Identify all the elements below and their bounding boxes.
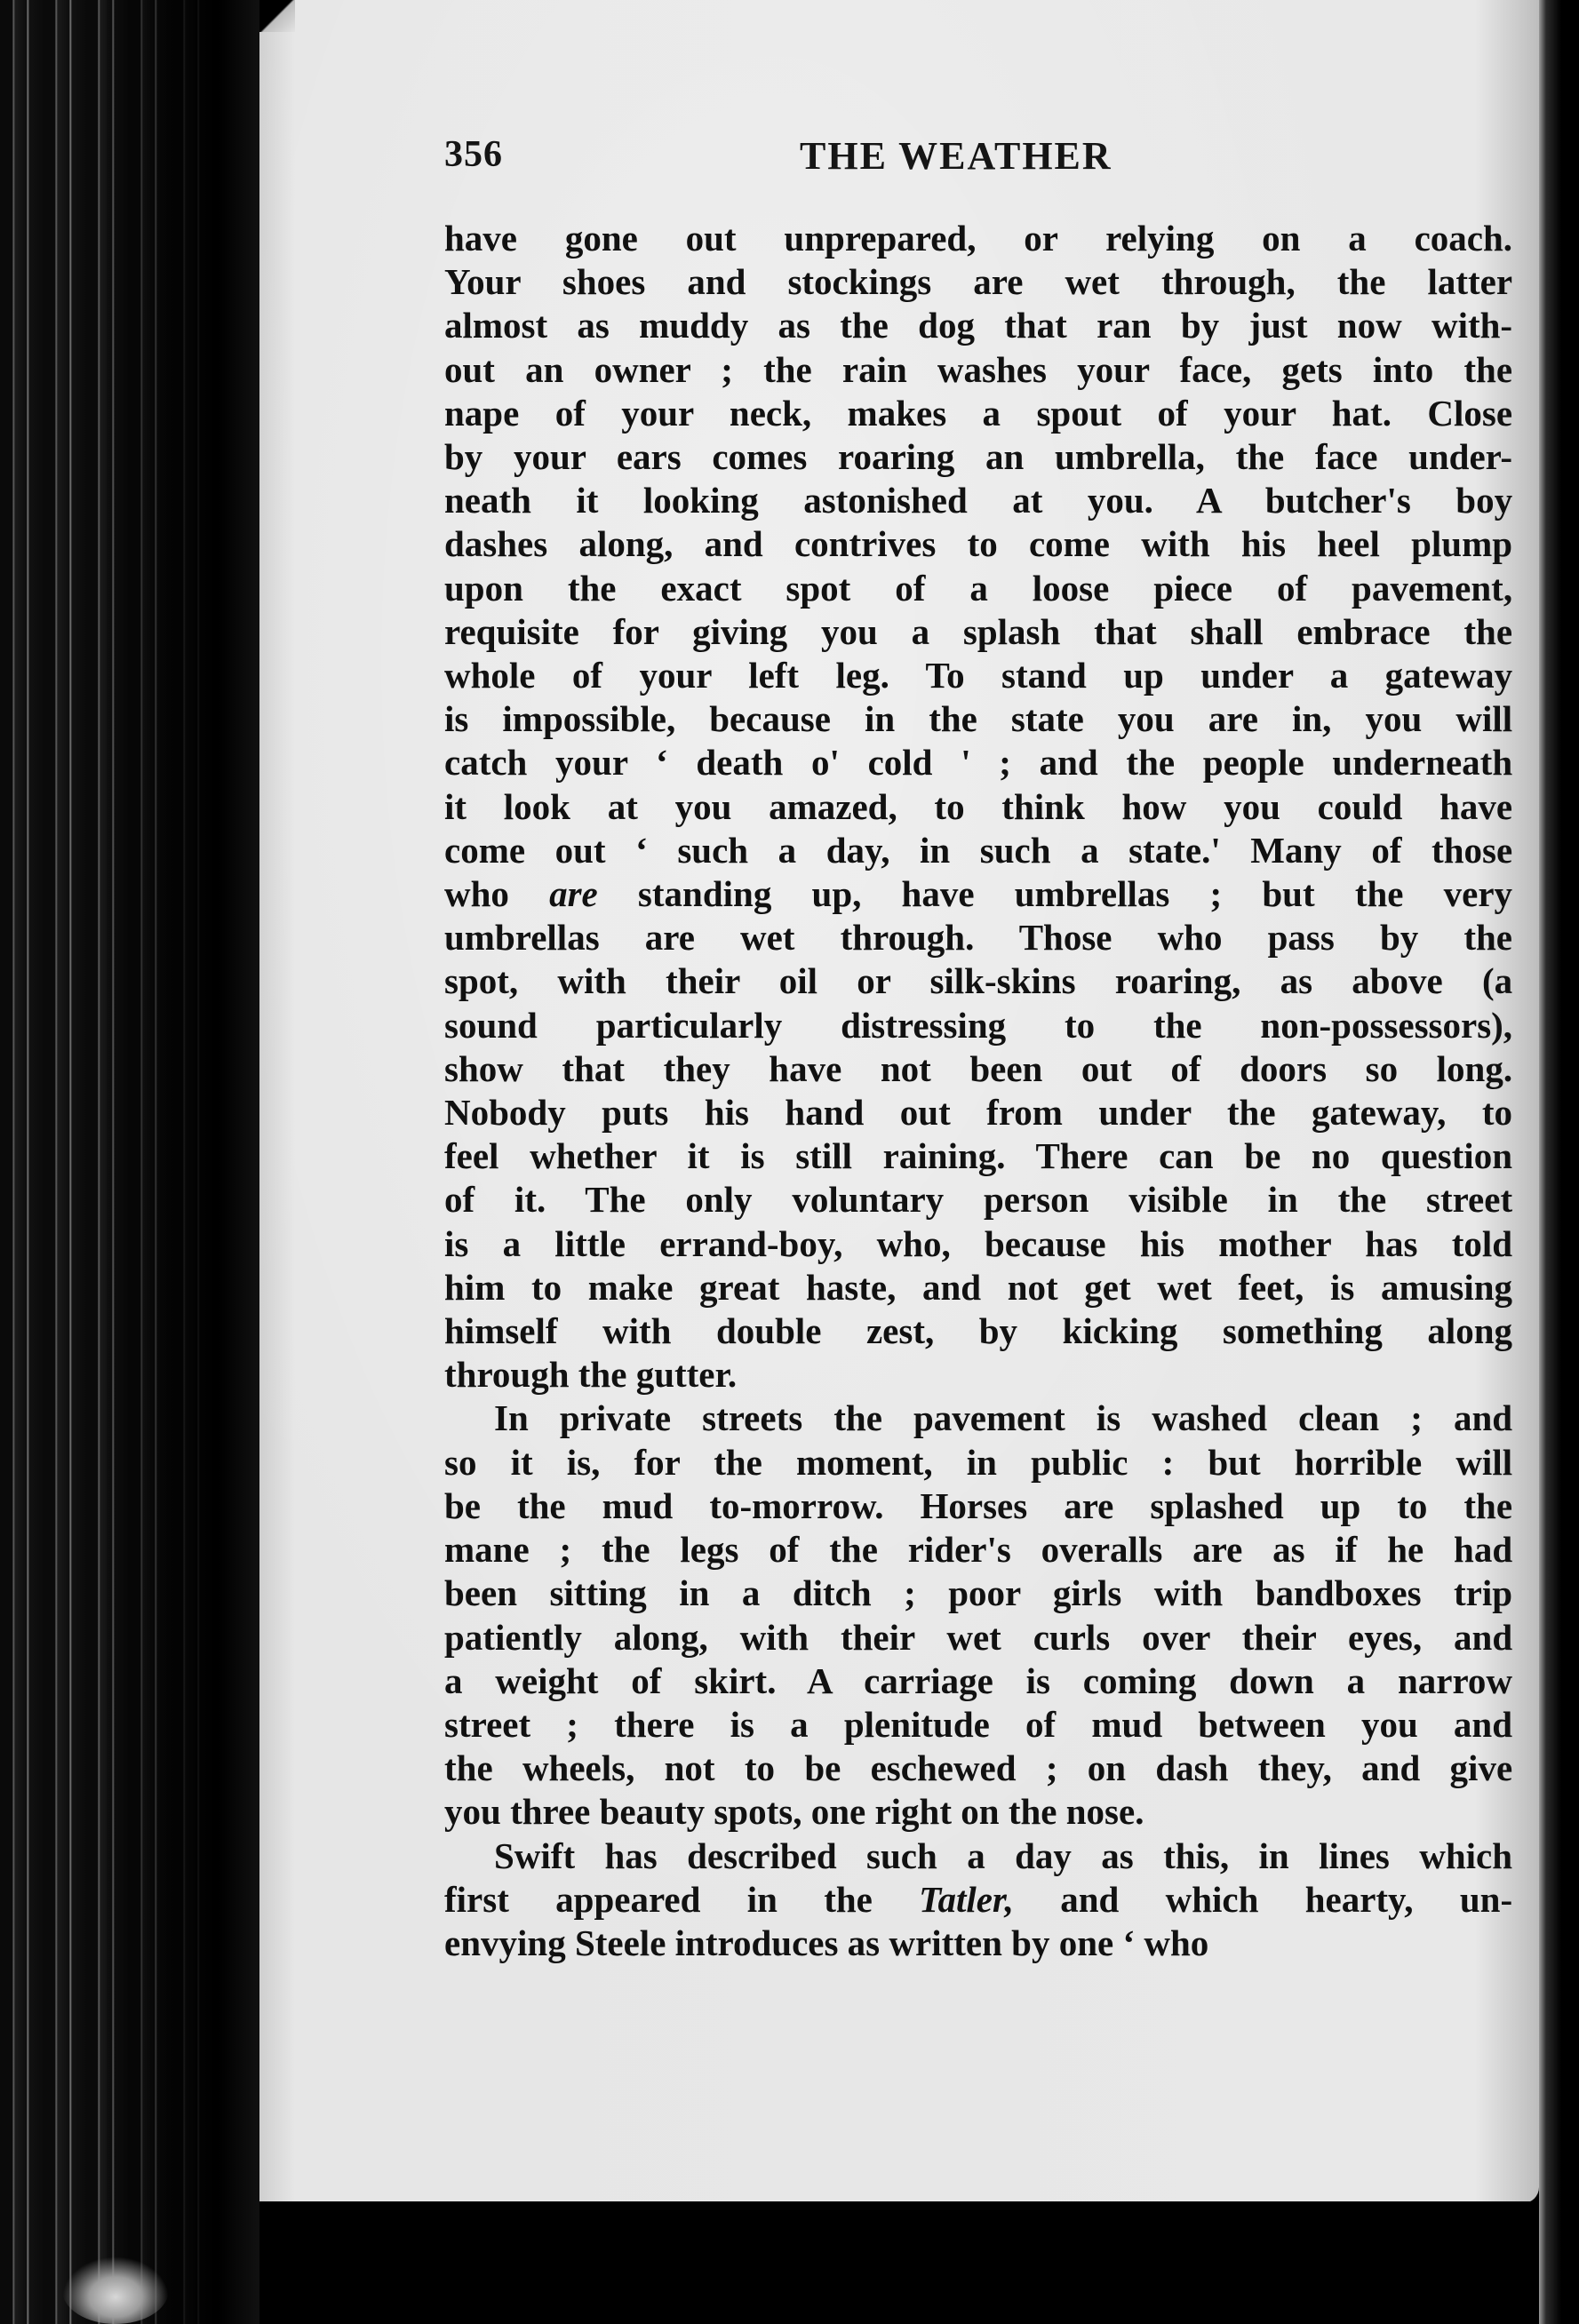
- text-line: neath it looking astonished at you. A butcher's boy: [444, 480, 1513, 521]
- text-line: Swift has described such a day as this, in lines which: [494, 1835, 1513, 1876]
- text-line: spot, with their oil or silk-skins roaring, as above (a: [444, 960, 1513, 1002]
- page-number: 356: [444, 134, 503, 175]
- running-title: THE WEATHER: [800, 134, 1112, 178]
- text-line: by your ears comes roaring an umbrella, the face under-: [444, 436, 1512, 478]
- text-line: catch your ‘ death o' cold ' ; and the people underneath: [444, 742, 1513, 784]
- text-line: of it. The only voluntary person visible in the street: [444, 1179, 1513, 1221]
- text-line: show that they have not been out of doors so long.: [444, 1047, 1513, 1089]
- text-line: umbrellas are wet through. Those who pass by the: [444, 917, 1512, 959]
- text-line: so it is, for the moment, in public : but horrible will: [444, 1441, 1513, 1483]
- text-line: sound particularly distressing to the non-possessors),: [444, 1004, 1513, 1046]
- text-line: have gone out unprepared, or relying on a coach.: [444, 218, 1513, 259]
- text-line: patiently along, with their wet curls over their eyes, and: [444, 1616, 1513, 1658]
- text-line: mane ; the legs of the rider's overalls are as if he had: [444, 1529, 1513, 1571]
- text-line: In private streets the pavement is washed clean ; and: [494, 1397, 1513, 1439]
- text-line: come out ‘ such a day, in such a state.' Many of those: [444, 829, 1513, 871]
- text-line: it look at you amazed, to think how you could have: [444, 785, 1513, 827]
- body-text: [444, 217, 1512, 1965]
- book-gutter-shadow: [107, 0, 267, 2324]
- text-line: envying Steele introduces as written by one ‘ who: [444, 1922, 1209, 1963]
- text-line: Nobody puts his hand out from under the gateway, to: [444, 1092, 1513, 1134]
- text-line: a weight of skirt. A carriage is coming down a narrow: [444, 1659, 1513, 1701]
- text-line: upon the exact spot of a loose piece of pavement,: [444, 567, 1513, 609]
- text-line: dashes along, and contrives to come with his heel plump: [444, 523, 1513, 565]
- text-line: nape of your neck, makes a spout of your hat. Close: [444, 392, 1513, 434]
- running-head: [444, 133, 1511, 195]
- text-line: almost as muddy as the dog that ran by just now with-: [444, 305, 1513, 346]
- paragraph: [444, 1397, 1512, 1834]
- text-line: him to make great haste, and not get wet feet, is amusing: [444, 1266, 1513, 1308]
- text-line: requisite for giving you a splash that shall embrace the: [444, 610, 1513, 652]
- scan-bottom-margin: [259, 2201, 1539, 2324]
- text-line: is a little errand-boy, who, because his mother has told: [444, 1222, 1513, 1264]
- paragraph: [444, 217, 1512, 1397]
- text-line: street ; there is a plenitude of mud between you and: [444, 1703, 1513, 1745]
- text-line: whole of your left leg. To stand up under a gateway: [444, 655, 1513, 696]
- text-line: himself with double zest, by kicking something along: [444, 1310, 1513, 1352]
- scan-smudge: [62, 2256, 169, 2324]
- paragraph: [444, 1835, 1512, 1966]
- text-line: Your shoes and stockings are wet through, the latter: [444, 261, 1513, 303]
- text-line: feel whether it is still raining. There can be no question: [444, 1135, 1512, 1177]
- folded-corner: [259, 0, 295, 32]
- text-line: first appeared in the Tatler, and which hearty, un-: [444, 1878, 1513, 1920]
- text-line: through the gutter.: [444, 1354, 738, 1396]
- text-line: be the mud to-morrow. Horses are splashed up to the: [444, 1484, 1513, 1526]
- text-line: who are standing up, have umbrellas ; but the very: [444, 873, 1513, 915]
- book-right-edge: [1539, 0, 1579, 2324]
- text-line: the wheels, not to be eschewed ; on dash they, and give: [444, 1747, 1513, 1789]
- text-line: is impossible, because in the state you are in, you will: [444, 698, 1513, 740]
- text-line: you three beauty spots, one right on the nose.: [444, 1791, 1144, 1833]
- text-line: out an owner ; the rain washes your face, gets into the: [444, 348, 1513, 390]
- text-line: been sitting in a ditch ; poor girls with bandboxes trip: [444, 1572, 1513, 1614]
